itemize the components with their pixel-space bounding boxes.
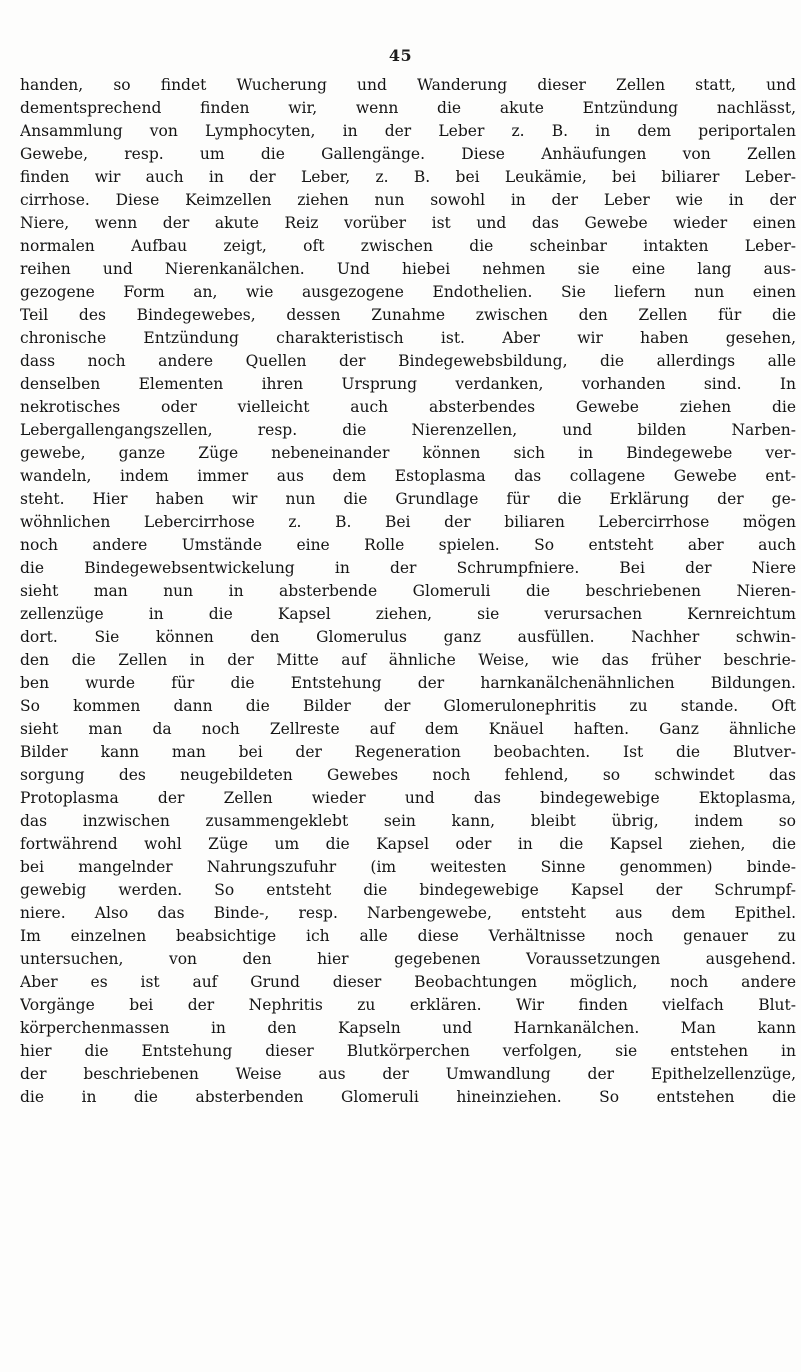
- text-line: Teil des Bindegewebes, dessen Zunahme zwischen den Zellen für die: [20, 306, 796, 324]
- body-text: [20, 74, 796, 1109]
- text-line: Im einzelnen beabsichtige ich alle diese Verhältnisse noch genauer zu: [20, 927, 796, 945]
- page-number: 45: [388, 46, 413, 65]
- text-line: der beschriebenen Weise aus der Umwandlung der Epithelzellenzüge,: [20, 1065, 796, 1083]
- text-line: Lebergallengangszellen, resp. die Nierenzellen, und bilden Narben-: [20, 421, 796, 439]
- text-line: bei mangelnder Nahrungszufuhr (im weitesten Sinne genommen) binde-: [20, 858, 796, 876]
- text-line: Vorgänge bei der Nephritis zu erklären. Wir finden vielfach Blut-: [20, 996, 796, 1014]
- text-line: sieht man nun in absterbende Glomeruli die beschriebenen Nieren-: [20, 582, 796, 600]
- text-line: körperchenmassen in den Kapseln und Harnkanälchen. Man kann: [20, 1019, 796, 1037]
- text-line: Niere, wenn der akute Reiz vorüber ist und das Gewebe wieder einen: [20, 214, 796, 232]
- text-line: ben wurde für die Entstehung der harnkanälchenähnlichen Bildungen.: [20, 674, 796, 692]
- text-line: den die Zellen in der Mitte auf ähnliche Weise, wie das früher beschrie-: [20, 651, 796, 669]
- text-line: gewebig werden. So entsteht die bindegewebige Kapsel der Schrumpf-: [20, 881, 796, 899]
- text-line: dort. Sie können den Glomerulus ganz ausfüllen. Nachher schwin-: [20, 628, 796, 646]
- text-line: hier die Entstehung dieser Blutkörperchen verfolgen, sie entstehen in: [20, 1042, 796, 1060]
- text-line: Bilder kann man bei der Regeneration beobachten. Ist die Blutver-: [20, 743, 796, 761]
- text-line: noch andere Umstände eine Rolle spielen. So entsteht aber auch: [20, 536, 796, 554]
- text-line: untersuchen, von den hier gegebenen Voraussetzungen ausgehend.: [20, 950, 796, 968]
- text-line: normalen Aufbau zeigt, oft zwischen die scheinbar intakten Leber-: [20, 237, 796, 255]
- text-line: sieht man da noch Zellreste auf dem Knäuel haften. Ganz ähnliche: [20, 720, 796, 738]
- text-line: dass noch andere Quellen der Bindegewebsbildung, die allerdings alle: [20, 352, 796, 370]
- text-line: reihen und Nierenkanälchen. Und hiebei nehmen sie eine lang aus-: [20, 260, 796, 278]
- text-line: die in die absterbenden Glomeruli hineinziehen. So entstehen die: [20, 1088, 796, 1106]
- text-line: cirrhose. Diese Keimzellen ziehen nun sowohl in der Leber wie in der: [20, 191, 796, 209]
- text-line: chronische Entzündung charakteristisch ist. Aber wir haben gesehen,: [20, 329, 796, 347]
- text-line: gezogene Form an, wie ausgezogene Endothelien. Sie liefern nun einen: [20, 283, 796, 301]
- text-line: das inzwischen zusammengeklebt sein kann, bleibt übrig, indem so: [20, 812, 796, 830]
- text-line: So kommen dann die Bilder der Glomerulonephritis zu stande. Oft: [20, 697, 796, 715]
- text-line: zellenzüge in die Kapsel ziehen, sie verursachen Kernreichtum: [20, 605, 796, 623]
- text-line: wöhnlichen Lebercirrhose z. B. Bei der biliaren Lebercirrhose mögen: [20, 513, 796, 531]
- text-line: Ansammlung von Lymphocyten, in der Leber z. B. in dem periportalen: [20, 122, 796, 140]
- text-line: Protoplasma der Zellen wieder und das bindegewebige Ektoplasma,: [20, 789, 796, 807]
- text-line: sorgung des neugebildeten Gewebes noch fehlend, so schwindet das: [20, 766, 796, 784]
- text-line: wandeln, indem immer aus dem Estoplasma das collagene Gewebe ent-: [20, 467, 796, 485]
- text-line: steht. Hier haben wir nun die Grundlage für die Erklärung der ge-: [20, 490, 796, 508]
- text-line: denselben Elementen ihren Ursprung verdanken, vorhanden sind. In: [20, 375, 796, 393]
- text-line: Gewebe, resp. um die Gallengänge. Diese Anhäufungen von Zellen: [20, 145, 796, 163]
- text-line: die Bindegewebsentwickelung in der Schrumpfniere. Bei der Niere: [20, 559, 796, 577]
- text-line: finden wir auch in der Leber, z. B. bei Leukämie, bei biliarer Leber-: [20, 168, 796, 186]
- text-line: niere. Also das Binde-, resp. Narbengewebe, entsteht aus dem Epithel.: [20, 904, 796, 922]
- text-line: handen, so findet Wucherung und Wanderung dieser Zellen statt, und: [20, 76, 796, 94]
- text-line: nekrotisches oder vielleicht auch absterbendes Gewebe ziehen die: [20, 398, 796, 416]
- text-line: fortwährend wohl Züge um die Kapsel oder in die Kapsel ziehen, die: [20, 835, 796, 853]
- text-line: Aber es ist auf Grund dieser Beobachtungen möglich, noch andere: [20, 973, 796, 991]
- text-line: gewebe, ganze Züge nebeneinander können sich in Bindegewebe ver-: [20, 444, 796, 462]
- text-line: dementsprechend finden wir, wenn die akute Entzündung nachlässt,: [20, 99, 796, 117]
